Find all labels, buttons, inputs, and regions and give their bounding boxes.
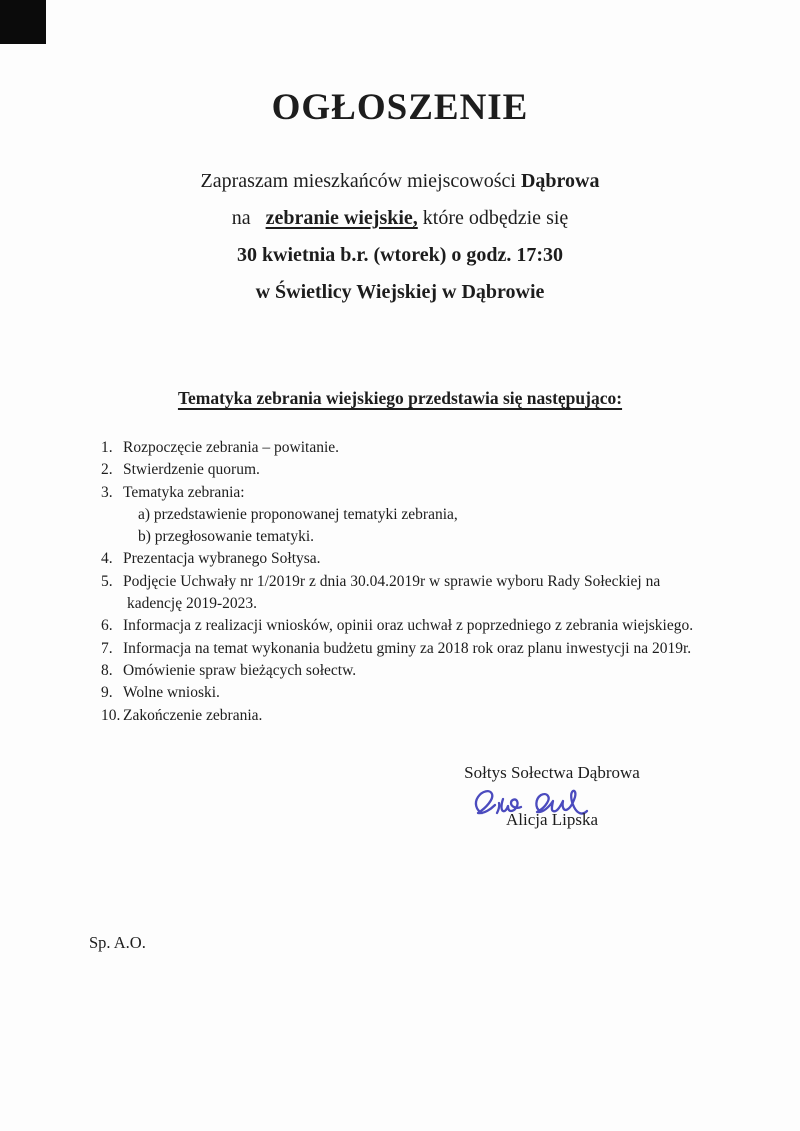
intro-block	[0, 163, 800, 311]
agenda-line: 4. Prezentacja wybranego Sołtysa.	[101, 550, 321, 568]
signature-role: Sołtys Sołectwa Dąbrowa	[464, 763, 640, 782]
agenda-line: 6. Informacja z realizacji wniosków, opinii oraz uchwał z poprzedniego z zebrania wiejskiego.	[101, 617, 694, 635]
agenda-line: kadencję 2019-2023.	[127, 595, 257, 613]
signature-name: Alicja Lipska	[505, 810, 599, 829]
intro-line: 30 kwietnia b.r. (wtorek) o godz. 17:30	[236, 244, 564, 266]
intro-line: na zebranie wiejskie, które odbędzie się	[231, 207, 569, 229]
agenda-line: 1. Rozpoczęcie zebrania – powitanie.	[101, 439, 340, 456]
footer-note: Sp. A.O.	[89, 933, 146, 952]
intro-line: Zapraszam mieszkańców miejscowości Dąbrowa	[200, 170, 600, 192]
agenda-line: 5. Podjęcie Uchwały nr 1/2019r z dnia 30.04.2019r w sprawie wyboru Rady Sołeckiej na	[101, 572, 661, 590]
agenda-line: a) przedstawienie proponowanej tematyki zebrania,	[138, 505, 458, 523]
agenda-line: 8. Omówienie spraw bieżących sołectw.	[101, 661, 357, 679]
agenda-line: 9. Wolne wnioski.	[101, 684, 220, 702]
scan-corner-artifact	[0, 0, 46, 44]
signature-block	[438, 763, 666, 829]
agenda-heading: Tematyka zebrania wiejskiego przedstawia się następująco:	[177, 388, 623, 408]
agenda-line: 2. Stwierdzenie quorum.	[101, 461, 260, 479]
agenda-line: 10. Zakończenie zebrania.	[101, 706, 263, 724]
page-title: OGŁOSZENIE	[271, 87, 529, 128]
agenda-line: b) przegłosowanie tematyki.	[138, 528, 315, 546]
agenda-line: 3. Tematyka zebrania:	[101, 483, 245, 501]
agenda-line: 7. Informacja na temat wykonania budżetu gminy za 2018 rok oraz planu inwestycji na 2019r.	[101, 639, 692, 657]
intro-line: w Świetlicy Wiejskiej w Dąbrowie	[255, 281, 545, 303]
agenda-list	[101, 437, 761, 727]
